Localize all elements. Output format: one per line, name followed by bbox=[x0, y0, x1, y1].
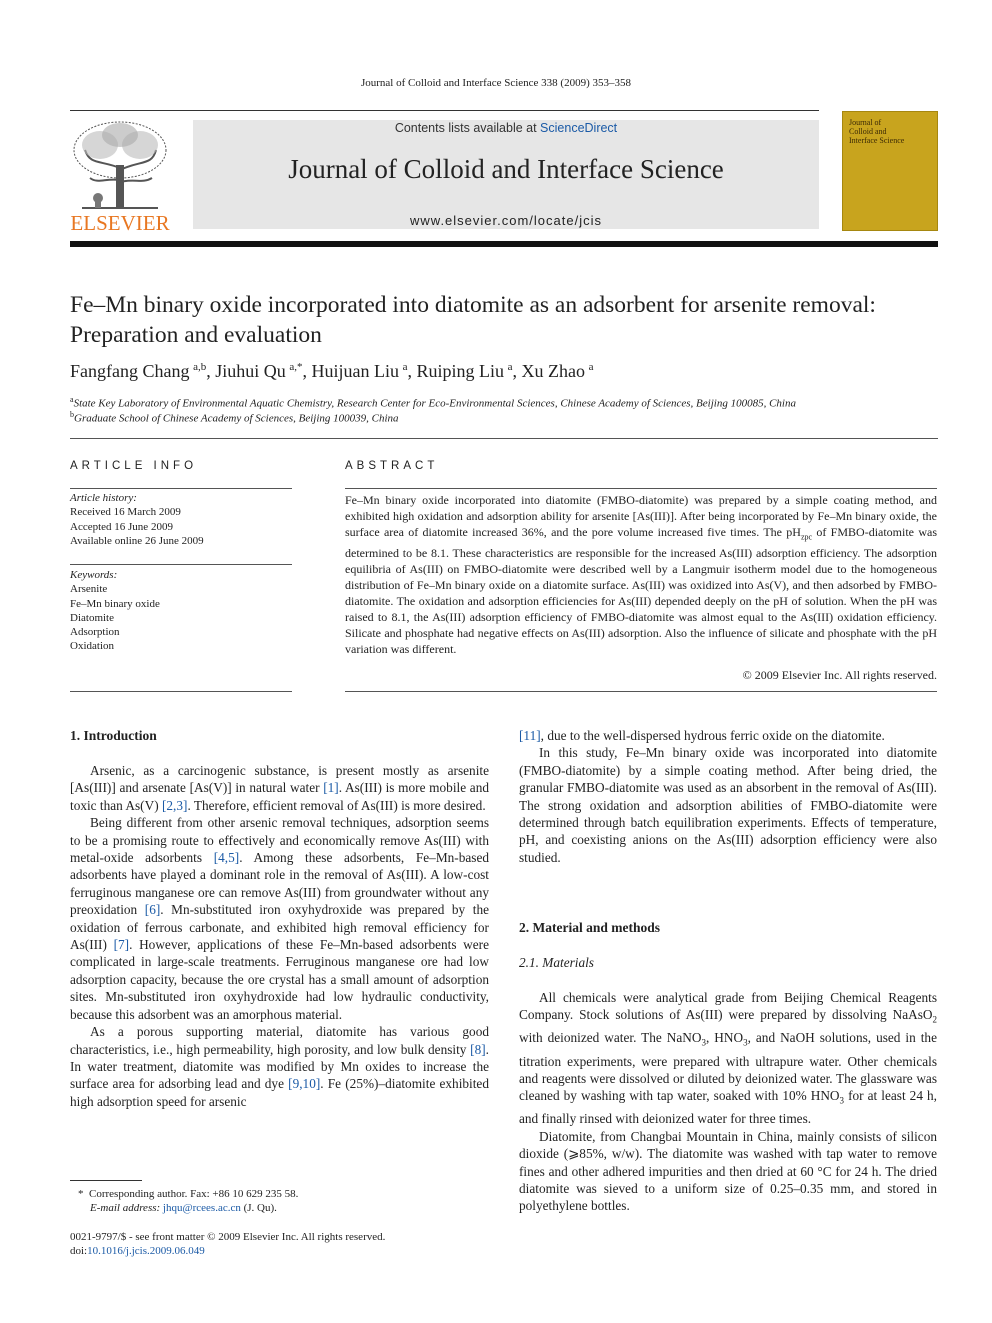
paragraph: Diatomite, from Changbai Mountain in China, mainly consists of silicon dioxide (⩾85%, w/w). The diatomite was washed with tap water to remove fines and other adhered impurities and then dried at 60 °C for 24 h. The dried diatomite was sieved to a uniform size of 0.25–0.35 mm, and stored in polyethylene bottles. bbox=[519, 1128, 937, 1214]
author-list: Fangfang Chang $^{a,b}$, Jiuhui Qu $^{a,*}$, Huijuan Liu $^a$, Ruiping Liu $^a$, Xu Zhao $^a$ bbox=[70, 361, 594, 381]
author-name: Xu Zhao bbox=[521, 361, 585, 381]
cover-title: Journal of Colloid and Interface Science bbox=[849, 118, 905, 145]
citation-link[interactable]: [4,5] bbox=[213, 850, 240, 866]
publication-info: 0021-9797/$ - see front matter © 2009 Elsevier Inc. All rights reserved. doi:10.1016/j.jcis.2009.06.049 bbox=[70, 1231, 386, 1257]
doi-link[interactable]: 10.1016/j.jcis.2009.06.049 bbox=[87, 1245, 205, 1257]
citation-link[interactable]: [11] bbox=[519, 728, 541, 743]
contents-availability bbox=[193, 121, 819, 135]
email-link[interactable]: jhqu@rcees.ac.cn bbox=[162, 1202, 241, 1214]
journal-title: Journal of Colloid and Interface Science bbox=[288, 154, 724, 184]
publisher-wordmark: ELSEVIER bbox=[70, 211, 170, 235]
citation-link[interactable]: [7] bbox=[113, 937, 130, 953]
introduction-body bbox=[70, 762, 489, 1110]
materials-body bbox=[519, 989, 937, 1215]
divider bbox=[70, 691, 292, 692]
affiliation-b: $^b$Graduate School of Chinese Academy of Sciences, Beijing 100039, China bbox=[70, 410, 399, 425]
citation-link[interactable]: [1] bbox=[323, 780, 339, 796]
divider bbox=[70, 488, 292, 489]
header-rule bbox=[70, 110, 819, 111]
author-name: Huijuan Liu bbox=[311, 361, 399, 381]
keyword: Adsorption bbox=[70, 626, 120, 639]
journal-url-link[interactable]: www.elsevier.com/locate/jcis bbox=[410, 213, 602, 228]
paragraph: Arsenic, as a carcinogenic substance, is present mostly as arsenite [As(III)] and arsenate [As(V)] in natural water [1]. As(III) is more mobile and toxic than As(V) [2,3]. Therefore, efficient removal of As(III) is more desired. bbox=[70, 763, 489, 813]
divider bbox=[70, 438, 938, 439]
abstract-heading: ABSTRACT bbox=[345, 460, 439, 472]
right-column-body bbox=[519, 727, 937, 866]
citation-link[interactable]: [8] bbox=[470, 1041, 486, 1057]
divider bbox=[70, 564, 292, 565]
article-title: Fe–Mn binary oxide incorporated into diatomite as an adsorbent for arsenite removal: Preparation and evaluation bbox=[70, 292, 876, 348]
journal-cover-thumbnail[interactable] bbox=[842, 111, 938, 231]
section-heading-methods: 2. Material and methods bbox=[519, 920, 660, 935]
paragraph: [11], due to the well-dispersed hydrous ferric oxide on the diatomite. bbox=[519, 728, 885, 743]
keyword: Arsenite bbox=[70, 583, 108, 596]
header-thick-rule bbox=[70, 241, 938, 247]
citation-link[interactable]: [9,10] bbox=[288, 1076, 321, 1092]
keyword: Oxidation bbox=[70, 640, 114, 653]
corresponding-author-note: * Corresponding author. Fax: +86 10 629 235 58. E-mail address: jhqu@rcees.ac.cn (J. Qu). bbox=[78, 1188, 299, 1214]
subsection-heading-materials: 2.1. Materials bbox=[519, 955, 594, 970]
divider bbox=[345, 488, 937, 489]
contents-prefix: Contents lists available at bbox=[394, 121, 541, 135]
journal-citation: Journal of Colloid and Interface Science 338 (2009) 353–358 bbox=[360, 77, 632, 89]
paragraph: In this study, Fe–Mn binary oxide was incorporated into diatomite (FMBO-diatomite) by a simple coating method. After being dried, the granular FMBO-diatomite was used as an absorbent in the removal of As(III). The strong oxidation and adsorption abilities of FMBO-diatomite were determined through batch equilibration experiments. Effects of temperature, pH, and coexisting anions on the As(III) adsorption efficiency were also studied. bbox=[519, 745, 937, 865]
abstract-text: Fe–Mn binary oxide incorporated into diatomite (FMBO-diatomite) was prepared by a simple coating method, and exhibited high oxidation and adsorption ability for arsenite [As(III)]. After being incorporated by Fe–Mn binary oxide, the surface area of diatomite increased 36%, and the pore volume increased five times. The $pH_{zpc}$ of FMBO-diatomite was determined to be 8.1. These characteristics are responsible for the increased As(III) adsorption efficiency. The adsorption equilibria of As(III) on FMBO-diatomite were described well by a Langmuir isotherm model due to the homogeneous distribution of Fe–Mn binary oxide on a diatomite surface. As(III) was oxidized into As(V), and then adsorbed by FMBO-diatomite. The oxidation and adsorption efficiencies for As(III) depended deeply on the pH of solution. When the pH was raised to 8.1, the As(III) adsorption efficiency of FMBO-diatomite was almost equal to the As(III) oxidation efficiency. Silicate and phosphate had negative effects on As(III) adsorption. Also the influence of silicate and phosphate with the pH variation was different. bbox=[345, 493, 937, 657]
citation-link[interactable]: [2,3] bbox=[161, 797, 188, 813]
citation-link[interactable]: [6] bbox=[144, 902, 161, 918]
paragraph: As a porous supporting material, diatomite has various good characteristics, i.e., high permeability, high porosity, and low bulk density [8]. In water treatment, diatomite was modified by Mn oxides to increase the surface area for adsorbing lead and dye [9,10]. Fe (25%)–diatomite exhibited high adsorption speed for arsenic bbox=[70, 1024, 489, 1109]
keyword: Fe–Mn binary oxide bbox=[70, 597, 160, 610]
section-heading-introduction: 1. Introduction bbox=[70, 728, 157, 743]
author-name: Fangfang Chang bbox=[70, 361, 190, 381]
keywords: Keywords: Arsenite Fe–Mn binary oxide Diatomite Adsorption Oxidation bbox=[70, 568, 292, 654]
abstract-copyright: © 2009 Elsevier Inc. All rights reserved. bbox=[742, 668, 937, 682]
divider bbox=[345, 691, 937, 692]
article-info-heading: ARTICLE INFO bbox=[70, 460, 198, 472]
paragraph: Being different from other arsenic removal techniques, adsorption seems to be a promising route to effectively and economically remove As(III) with metal-oxide adsorbents [4,5]. Among these adsorbents, Fe–Mn-based adsorbents have played a dominant role in the removal of As(III). A low-cost ferruginous manganese ore can remove As(III) from groundwater without any preoxidation [6]. Mn-substituted iron oxyhydroxide was prepared by the oxidation of ferrous carbonate, and exhibited high removal efficiency for As(III) [7]. However, applications of these Fe–Mn-based adsorbents were complicated in large-scale treatments. Ferruginous manganese ore had low adsorption capacity, because the ore crystal has a small amount of adsorption sites. Mn-substituted iron oxyhydroxide had low hydraulic conductivity, because this adsorbent was an amorphous material. bbox=[70, 815, 490, 1022]
paragraph: All chemicals were analytical grade from Beijing Chemical Reagents Company. Stock solutions of As(III) were prepared by dissolving NaAsO$_2$ with deionized water. The NaNO$_3$, $HNO_3$, and NaOH solutions, used in the titration experiments, were prepared with ultrapure water. Other chemicals and reagents were dissolved or diluted by deionized water. The glassware was cleaned by washing with tap water, soaked with 10% $HNO_3$ for at least 24 h, and finally rinsed with deionized water for three times. bbox=[519, 990, 937, 1127]
author-name: Jiuhui Qu bbox=[215, 361, 286, 381]
affiliation-a: $^a$State Key Laboratory of Environmental Aquatic Chemistry, Research Center for Eco-Environmental Sciences, Chinese Academy of Sciences, Beijing 100085, China bbox=[70, 395, 796, 410]
footnote-rule bbox=[70, 1180, 142, 1181]
sciencedirect-link[interactable]: ScienceDirect bbox=[540, 121, 618, 135]
author-name: Ruiping Liu bbox=[416, 361, 505, 381]
article-history: Article history: Received 16 March 2009 Accepted 16 June 2009 Available online 26 June 2009 bbox=[70, 492, 204, 547]
keyword: Diatomite bbox=[70, 611, 114, 624]
